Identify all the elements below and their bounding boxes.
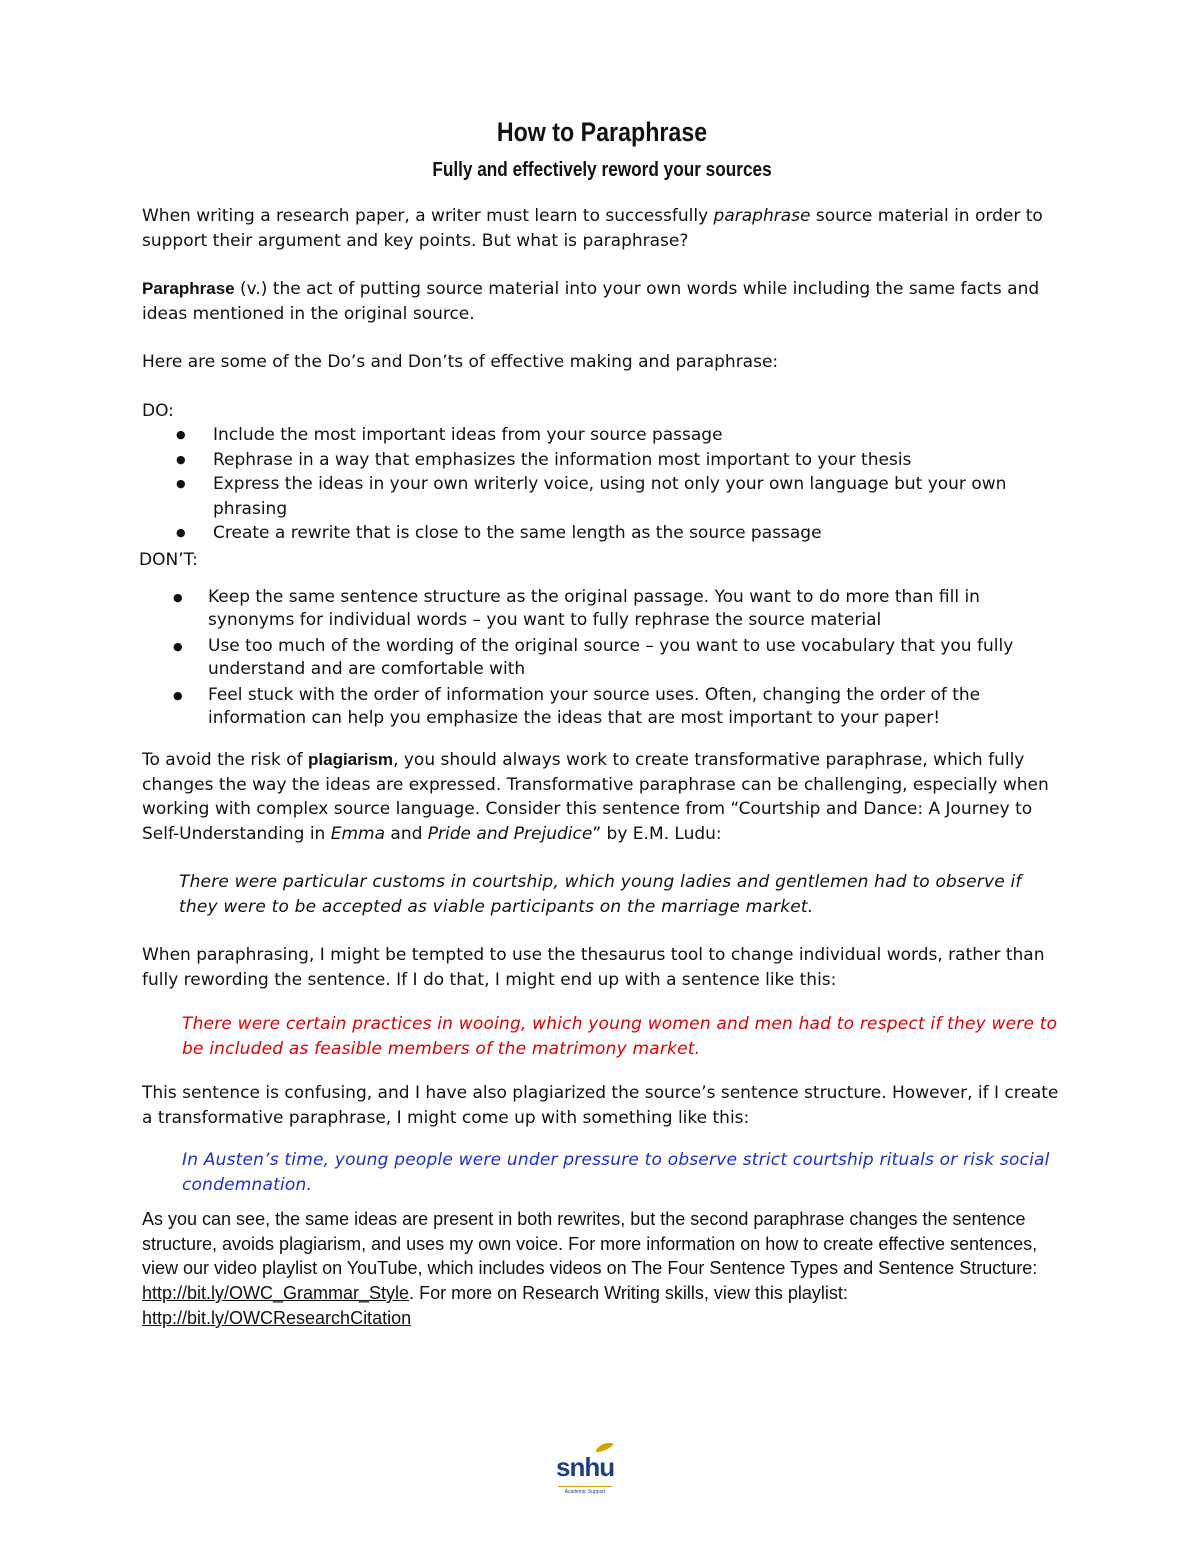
- page-title: How to Paraphrase: [496, 117, 708, 147]
- definition-paragraph: [142, 277, 1062, 326]
- plagiarism-text-b: , you should always work to create transformative paraphrase, which fully changes the way the ideas are expressed. Transformative paraphrase can be challenging, especially when working with complex source language. Consider this sentence from “Courtship and Dance: A Journey to Self-Understanding in: [142, 750, 1049, 844]
- list-item: ● Rephrase in a way that emphasizes the information most important to your thesis: [213, 448, 1062, 473]
- logo-tagline: Academic Support: [558, 1486, 612, 1497]
- do-label: DO:: [142, 400, 174, 421]
- bad-paraphrase-quote: There were certain practices in wooing, which young women and men had to respect if they were to be included as feasible members of the matrimony market.: [182, 1014, 1058, 1059]
- page-subtitle: Fully and effectively reword your sources: [432, 159, 772, 181]
- book-title-emma: Emma: [330, 823, 385, 844]
- intro-text-b: source material in order to support their argument and key points. But what is paraphrase?: [142, 206, 1043, 251]
- plagiarism-text-a: To avoid the risk of: [142, 750, 309, 770]
- intro-text-a: When writing a research paper, a writer must learn to successfully: [142, 206, 714, 226]
- logo-wordmark: snhu: [556, 1452, 615, 1482]
- do-list: [142, 423, 1062, 546]
- definition-term: Paraphrase: [142, 279, 235, 298]
- plagiarism-text-c: and: [385, 823, 428, 844]
- research-citation-link[interactable]: http://bit.ly/OWCResearchCitation: [142, 1307, 412, 1328]
- list-item: ● Keep the same sentence structure as the original passage. You want to do more than fill in synonyms for individual words – you want to fully rephrase the source material: [208, 586, 1062, 632]
- closing-text-a: As you can see, the same ideas are present in both rewrites, but the second paraphrase changes the sentence structure, avoids plagiarism, and uses my own voice. For more information on how to create effective sentences, view our video playlist on YouTube, which includes videos on The Four Sentence Types and Sentence Structure:: [142, 1209, 1038, 1279]
- definition-text: (v.) the act of putting source material into your own words while including the same facts and ideas mentioned in the original source.: [142, 279, 1040, 324]
- plagiarism-text-d: ” by E.M. Ludu:: [592, 823, 722, 844]
- list-item: ● Express the ideas in your own writerly voice, using not only your own language but your own phrasing: [213, 472, 1062, 521]
- closing-paragraph: [142, 1207, 1062, 1331]
- thesaurus-paragraph: When paraphrasing, I might be tempted to use the thesaurus tool to change individual words, rather than fully rewording the sentence. If I do that, I might end up with a sentence like this:: [142, 945, 1045, 990]
- original-quote: There were particular customs in courtship, which young ladies and gentlemen had to observe if they were to be accepted as viable participants on the marriage market.: [179, 872, 1022, 917]
- document-content: [139, 112, 1062, 1331]
- plagiarism-term: plagiarism: [308, 750, 394, 769]
- dos-donts-intro: Here are some of the Do’s and Don’ts of effective making and paraphrase:: [142, 352, 779, 372]
- list-item: ● Use too much of the wording of the original source – you want to use vocabulary that you fully understand and are comfortable with: [208, 635, 1062, 681]
- plagiarism-paragraph: [142, 748, 1062, 846]
- dont-list: [142, 586, 1062, 730]
- grammar-style-link[interactable]: http://bit.ly/OWC_Grammar_Style: [142, 1283, 410, 1304]
- confusing-paragraph: This sentence is confusing, and I have also plagiarized the source’s sentence structure. However, if I create a transformative paraphrase, I might come up with something like this:: [142, 1083, 1059, 1128]
- good-paraphrase-quote: In Austen’s time, young people were under pressure to observe strict courtship rituals or risk social condemnation.: [182, 1150, 1050, 1195]
- list-item: ● Include the most important ideas from your source passage: [213, 423, 1062, 448]
- dont-label: DON’T:: [139, 549, 198, 570]
- closing-text-b: . For more on Research Writing skills, view this playlist:: [409, 1283, 848, 1304]
- book-title-pride: Pride and Prejudice: [427, 823, 593, 844]
- intro-paragraph: [142, 204, 1062, 253]
- list-item: ● Create a rewrite that is close to the same length as the source passage: [213, 521, 1062, 546]
- snhu-logo: [552, 1440, 616, 1504]
- intro-emphasis: paraphrase: [713, 206, 811, 226]
- list-item: ● Feel stuck with the order of information your source uses. Often, changing the order of the information can help you emphasize the ideas that are most important to your paper!: [208, 684, 1062, 730]
